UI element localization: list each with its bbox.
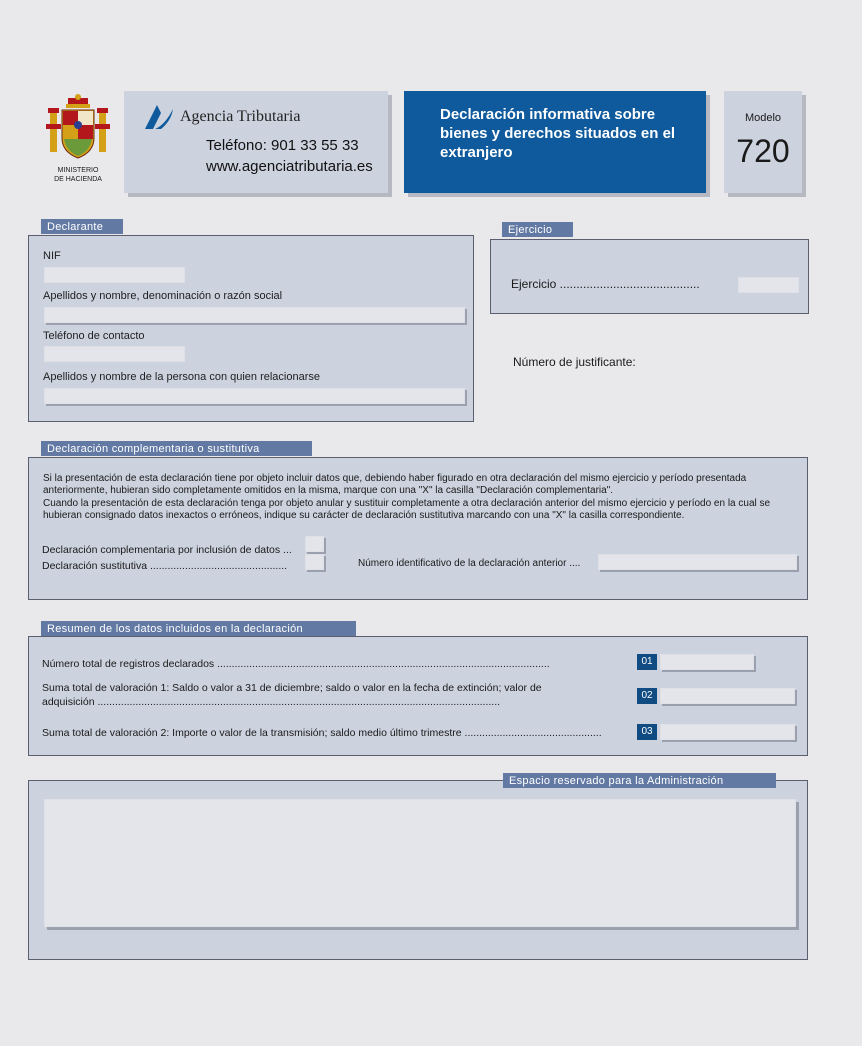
resumen-row-2-label-cont: adquisición .......................................................................................................................................... [42, 696, 501, 708]
ejercicio-label: Ejercicio .......................................... [511, 277, 700, 291]
sustitutiva-option-label: Declaración sustitutiva ............................................... [42, 560, 288, 572]
complementaria-tab: Declaración complementaria o sustitutiva [41, 441, 312, 456]
resumen-tab: Resumen de los datos incluidos en la declaración [41, 621, 356, 636]
anterior-field[interactable] [598, 554, 797, 570]
agency-website: www.agenciatributaria.es [206, 158, 373, 175]
ministry-label [38, 166, 118, 184]
complementaria-option-label: Declaración complementaria por inclusión de datos ... [42, 544, 292, 556]
name-field[interactable] [44, 307, 465, 323]
name-label: Apellidos y nombre, denominación o razón social [43, 290, 283, 302]
administracion-panel [28, 780, 808, 960]
resumen-row-2-label: Suma total de valoración 1: Saldo o valor a 31 de diciembre; saldo o valor en la fecha de extinción; valor de [42, 682, 542, 694]
contact-field[interactable] [44, 388, 465, 404]
agency-phone: Teléfono: 901 33 55 33 [206, 137, 359, 154]
phone-label: Teléfono de contacto [43, 330, 145, 342]
declarante-tab: Declarante [41, 219, 123, 234]
resumen-row-1-field[interactable] [660, 654, 754, 670]
model-number: 720 [736, 133, 790, 169]
resumen-row-3-code: 03 [637, 724, 657, 740]
agency-logo-icon [143, 103, 175, 131]
sustitutiva-checkbox[interactable] [305, 554, 324, 570]
title-box [404, 91, 706, 193]
contact-label: Apellidos y nombre de la persona con quien relacionarse [43, 371, 321, 383]
complementaria-paragraph-1: Si la presentación de esta declaración tiene por objeto incluir datos que, debiendo haber figurado en otra declaración del mismo ejercicio y período presentada anteriormente, hubieran sido completamente omitidos en la misma, marque con una "X" la casilla "Declaración complementaria". [43, 473, 747, 496]
complementaria-checkbox[interactable] [305, 536, 324, 552]
resumen-row-3-field[interactable] [660, 724, 795, 740]
nif-label: NIF [43, 250, 61, 262]
resumen-row-1-code: 01 [637, 654, 657, 670]
resumen-row-1-label: Número total de registros declarados .................................................................................................................. [42, 658, 550, 670]
coat-of-arms-logo [42, 94, 114, 164]
ejercicio-field[interactable] [738, 277, 799, 293]
page-title: Declaración informativa sobre bienes y derechos situados en el extranjero [440, 106, 676, 161]
complementaria-paragraph-2: Cuando la presentación de esta declaración tenga por objeto anular y sustituir completamente a otra declaración anterior del mismo ejercicio y período en la cual se hubieran consignado datos inexactos o erróneos, indique su carácter de declaración sustitutiva marcando con una "X" la casilla correspondiente. [43, 498, 771, 521]
ministry-line-1: MINISTERIO [57, 167, 99, 174]
ejercicio-tab: Ejercicio [502, 222, 573, 237]
nif-field[interactable] [44, 267, 185, 283]
justificante-label: Número de justificante: [513, 355, 636, 369]
ministry-line-2: DE HACIENDA [54, 176, 102, 183]
resumen-row-2-field[interactable] [660, 688, 795, 704]
agency-box [124, 91, 388, 193]
complementaria-panel [28, 457, 808, 600]
model-label: Modelo [744, 112, 782, 124]
anterior-label: Número identificativo de la declaración anterior .... [358, 558, 581, 569]
model-box [724, 91, 802, 193]
administracion-tab: Espacio reservado para la Administración [503, 773, 776, 788]
ejercicio-panel [490, 239, 809, 314]
resumen-panel [28, 636, 808, 756]
resumen-row-2-code: 02 [637, 688, 657, 704]
phone-field[interactable] [44, 346, 185, 362]
resumen-row-3-label: Suma total de valoración 2: Importe o valor de la transmisión; saldo medio último trimestre ............................................... [42, 727, 602, 739]
agency-name: Agencia Tributaria [180, 108, 301, 125]
administracion-space [44, 799, 796, 927]
declarante-panel [28, 235, 474, 422]
